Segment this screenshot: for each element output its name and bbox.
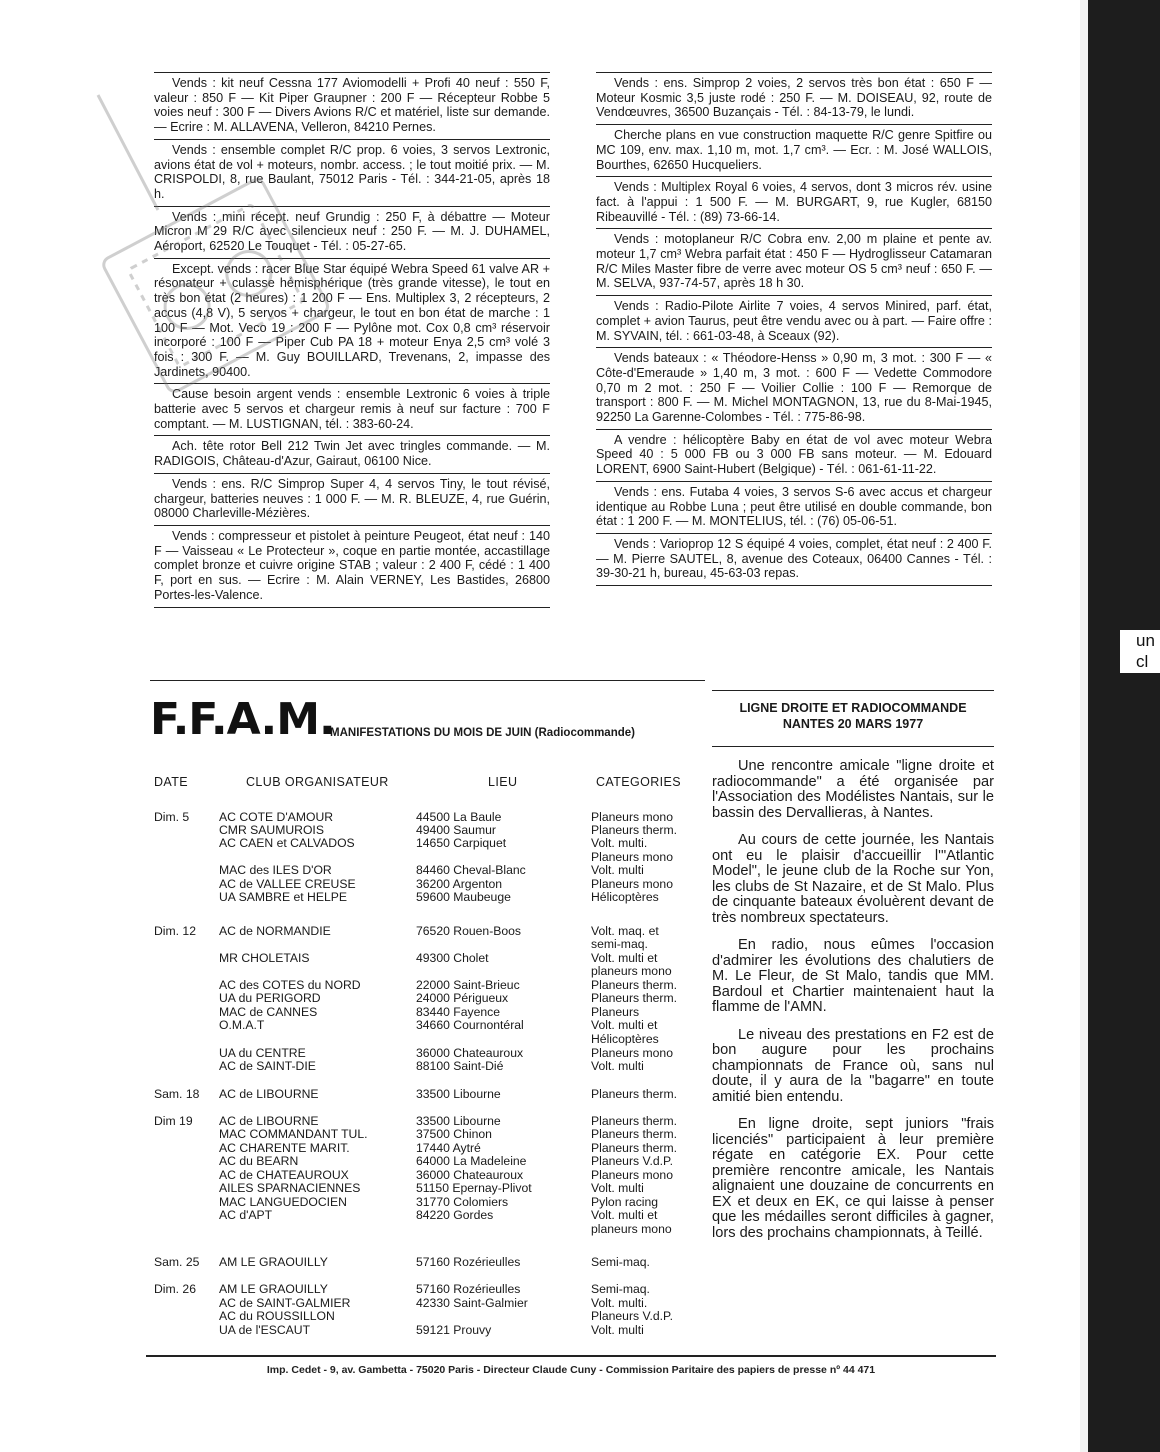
event-place: 14650 Carpiquet <box>416 836 507 850</box>
event-category: Planeurs mono <box>591 810 673 824</box>
event-category: Volt. multi <box>591 863 644 877</box>
event-category: Volt. maq. et <box>591 924 659 938</box>
event-place: 84220 Gordes <box>416 1208 494 1222</box>
classified-ad-text: Vends : motoplaneur R/C Cobra env. 2,00 m plaine et pente av. moteur 1,7 cm³ Webra parfait état : 450 F — Hydroglisseur Catamaran R/C Miles Master fibre de verre avec moteur OS 5 cm³ neuf : 650 F. — M. SELVA, 937-74-57, après 18 h 30. <box>596 232 992 291</box>
event-place: 34660 Cournontéral <box>416 1018 524 1032</box>
classified-ad <box>154 140 550 207</box>
event-category: Planeurs mono <box>591 877 673 891</box>
event-category: Volt. multi. <box>591 1296 648 1310</box>
event-club: AC de CHATEAUROUX <box>219 1168 349 1182</box>
event-place: 59600 Maubeuge <box>416 890 511 904</box>
classified-ad-text: Vends : Radio-Pilote Airlite 7 voies, 4 servos Minired, parf. état, complet + avion Taurus, peut être vendu avec ou à part. — Faire offre : M. SYVAIN, tél. : 661-03-48, à Sceaux (92). <box>596 299 992 343</box>
event-club: AC de VALLEE CREUSE <box>219 877 356 891</box>
article-title <box>712 690 994 747</box>
event-place: 57160 Rozérieulles <box>416 1282 521 1296</box>
classified-ad <box>154 207 550 259</box>
event-category: Planeurs V.d.P. <box>591 1154 673 1168</box>
column-header-categories: CATEGORIES <box>596 775 682 789</box>
classified-ad-text: Vends : compresseur et pistolet à peinture Peugeot, état neuf : 140 F — Vaisseau « Le Protecteur », coque en partie montée, accastillage complet bronze et cuivre origine STAB ; valeur : 2 400 F, cédé : 1 400 F, port en sus. — Ecrire : M. Alain VERNEY, Les Bastides, 26800 Portes-les-Valence. <box>154 528 550 602</box>
event-club: AC CAEN et CALVADOS <box>219 836 355 850</box>
imprint-footer: Imp. Cedet - 9, av. Gambetta - 75020 Paris - Directeur Claude Cuny - Commission Paritaire des papiers de presse nº 44 471 <box>266 1364 876 1376</box>
event-category: Planeurs mono <box>591 850 673 864</box>
classified-ads-right-column <box>596 72 992 586</box>
ffam-logo: F.F.A.M. <box>150 694 335 745</box>
classified-ad <box>596 430 992 482</box>
event-place: 33500 Libourne <box>416 1114 501 1128</box>
event-category: Planeurs therm. <box>591 991 678 1005</box>
classified-ad-text: Vends : ens. R/C Simprop Super 4, 4 servos Tiny, le tout révisé, chargeur, batteries neuves : 1 000 F. — M. R. BLEUZE, 4, rue Guérin, 08000 Charleville-Mézières. <box>154 476 550 521</box>
event-place: 76520 Rouen-Boos <box>416 924 522 938</box>
event-club: AC de NORMANDIE <box>219 924 331 938</box>
event-club: AC de SAINT-DIE <box>219 1059 316 1073</box>
event-category: semi-maq. <box>591 937 648 951</box>
article-title-line: LIGNE DROITE ET RADIOCOMMANDE <box>739 701 967 715</box>
event-place: 36200 Argenton <box>416 877 503 891</box>
article-paragraph: En ligne droite, sept juniors "frais licenciés" participaient à leur première régate en catégorie EX. Pour cette première rencontre amicale, les Nantais alignaient une douzaine de concurrents en EX et deux en EK, ce qui laisse à penser que les médailles seront difficiles à gagner, lors des prochains championnats, à Teillé. <box>712 1116 994 1241</box>
classified-ad <box>596 296 992 348</box>
event-category: Volt. multi et <box>591 1018 658 1032</box>
classified-ad <box>154 526 550 608</box>
classified-ad <box>596 534 992 586</box>
event-place: 36000 Chateauroux <box>416 1168 524 1182</box>
event-club: AM LE GRAOUILLY <box>219 1255 328 1269</box>
section-divider <box>150 680 705 681</box>
classified-ad <box>596 229 992 296</box>
classified-ad-text: Vends : mini récept. neuf Grundig : 250 F, à débattre — Moteur Micron M 29 R/C avec silencieux neuf : 250 F. — M. J. DUHAMEL, Aéroport, 62520 Le Touquet - Tél. : 05-27-65. <box>154 209 550 254</box>
event-category: Volt. multi et <box>591 951 658 965</box>
event-category: planeurs mono <box>591 1222 672 1236</box>
event-category: Hélicoptères <box>591 1032 659 1046</box>
event-club: AC de LIBOURNE <box>219 1114 319 1128</box>
event-place: 57160 Rozérieulles <box>416 1255 521 1269</box>
event-place: 22000 Saint-Brieuc <box>416 978 520 992</box>
next-page-text-fragment: un <box>1120 630 1160 652</box>
event-place: 17440 Aytré <box>416 1141 481 1155</box>
event-date: Dim. 12 <box>154 924 196 938</box>
classified-ads-left-column <box>154 72 550 608</box>
event-category: Semi-maq. <box>591 1282 650 1296</box>
classified-ad-text: Except. vends : racer Blue Star équipé Webra Speed 61 valve AR + résonateur + culasse hémisphérique (très grande vitesse), le tout en très bon état (2 heures) : 1 200 F — Ens. Multiplex 3, 2 récepteurs, 2 accus (4,8 V), 5 servos + chargeur, le tout en bon état de marche : 1 100 F — Mot. Veco 19 : 200 F — Pylône mot. Cox 0,8 cm³ réservoir incorporé : 100 F — Piper Cub PA 18 + moteur Enya 2,5 cm³ volé 3 fois : 300 F. — M. Guy BOUILLARD, Trevenans, 2, impasse des Jardinets, 90400. <box>154 261 550 379</box>
classified-ad-text: Cherche plans en vue construction maquette R/C genre Spitfire ou MC 109, env. max. 1,10 m, mot. 1,7 cm³. — Ecr. : M. José WALLOIS, Bourthes, 62650 Hucqueliers. <box>596 128 992 172</box>
column-header-club: CLUB ORGANISATEUR <box>246 775 389 789</box>
event-place: 88100 Saint-Dié <box>416 1059 504 1073</box>
event-category: Planeurs mono <box>591 1168 673 1182</box>
event-category: Planeurs therm. <box>591 1087 678 1101</box>
event-category: Volt. multi <box>591 1181 644 1195</box>
article-paragraph: Au cours de cette journée, les Nantais ont eu le plaisir d'accueillir l'"Atlantic Model", le jeune club de la Roche sur Yon, les clubs de St Nazaire, et de St Malo. Plus de cinquante bateaux évoluèrent devant de très nombreux spectateurs. <box>712 832 994 926</box>
event-club: AC d'APT <box>219 1208 273 1222</box>
event-club: MAC de CANNES <box>219 1005 318 1019</box>
event-club: MAC COMMANDANT TUL. <box>219 1127 368 1141</box>
event-category: Planeurs <box>591 1005 640 1019</box>
event-category: Planeurs therm. <box>591 1114 678 1128</box>
next-page-text-fragment: cl <box>1120 651 1160 673</box>
event-club: CMR SAUMUROIS <box>219 823 324 837</box>
event-category: Planeurs therm. <box>591 1141 678 1155</box>
event-date: Dim 19 <box>154 1114 193 1128</box>
event-place: 49400 Saumur <box>416 823 496 837</box>
event-club: AC CHARENTE MARIT. <box>219 1141 350 1155</box>
event-place: 59121 Prouvy <box>416 1323 492 1337</box>
event-place: 51150 Epernay-Plivot <box>416 1181 532 1195</box>
event-category: Planeurs V.d.P. <box>591 1309 673 1323</box>
event-date: Dim. 5 <box>154 810 190 824</box>
footer-divider <box>146 1355 996 1357</box>
classified-ad-text: Cause besoin argent vends : ensemble Lextronic 6 voies à triple batterie avec 5 servos et chargeur remis à neuf sur facture : 700 F comptant. — M. LUSTIGNAN, tél. : 383-60-24. <box>154 387 550 431</box>
classified-ad <box>154 72 550 140</box>
event-club: AC des COTES du NORD <box>219 978 361 992</box>
event-place: 24000 Périgueux <box>416 991 509 1005</box>
event-club: AILES SPARNACIENNES <box>219 1181 361 1195</box>
classified-ad <box>596 125 992 177</box>
event-place: 49300 Cholet <box>416 951 489 965</box>
classified-ad <box>154 436 550 473</box>
event-date: Dim. 26 <box>154 1282 196 1296</box>
classified-ad <box>596 177 992 229</box>
event-category: Pylon racing <box>591 1195 659 1209</box>
event-date: Sam. 25 <box>154 1255 200 1269</box>
classified-ad <box>596 72 992 125</box>
event-club: UA du PERIGORD <box>219 991 321 1005</box>
next-page-edge <box>1088 0 1160 1452</box>
event-category: Volt. multi. <box>591 836 648 850</box>
event-category: Planeurs therm. <box>591 1127 678 1141</box>
classified-ad <box>154 384 550 436</box>
event-place: 44500 La Baule <box>416 810 502 824</box>
event-club: AC de SAINT-GALMIER <box>219 1296 351 1310</box>
event-place: 36000 Chateauroux <box>416 1046 524 1060</box>
event-place: 31770 Colomiers <box>416 1195 509 1209</box>
event-club: AC du BEARN <box>219 1154 299 1168</box>
event-category: Volt. multi <box>591 1059 644 1073</box>
event-club: AM LE GRAOUILLY <box>219 1282 328 1296</box>
classified-ad-text: Vends bateaux : « Théodore-Henss » 0,90 m, 3 mot. : 300 F — « Côte-d'Emeraude » 1,40 m, 3 mot. : 600 F — Vedette Commodore 0,70 m 2 mot. : 250 F — Voilier Collie : 100 F — Remorque de transport : 800 F. — M. Michel MONTAGNON, 13, rue du 8-Mai-1945, 92250 La Garenne-Colombes - Tél. : 775-86-98. <box>596 351 992 425</box>
event-club: UA du CENTRE <box>219 1046 306 1060</box>
event-place: 83440 Fayence <box>416 1005 501 1019</box>
classified-ad-text: Vends : Varioprop 12 S équipé 4 voies, complet, état neuf : 2 400 F. — M. Pierre SAUTEL, 8, avenue des Coteaux, 06400 Cannes - Tél. : 39-30-21 h, bureau, 45-63-03 repas. <box>596 536 992 581</box>
classified-ad <box>596 482 992 534</box>
article-paragraph: Une rencontre amicale "ligne droite et radiocommande" a été organisée par l'Association des Modélistes Nantais, sur le bassin des Dervallieras, à Nantes. <box>712 758 994 821</box>
event-category: Planeurs therm. <box>591 978 678 992</box>
event-category: Planeurs therm. <box>591 823 678 837</box>
article-paragraph: Le niveau des prestations en F2 est de bon augure pour les prochains championnats de France où, sans nul doute, il y aura de la "bagarre" en toute amitié bien entendu. <box>712 1026 994 1105</box>
classified-ad <box>154 474 550 526</box>
event-place: 84460 Cheval-Blanc <box>416 863 526 877</box>
event-date: Sam. 18 <box>154 1087 200 1101</box>
article-sidebar <box>712 690 994 1241</box>
column-header-lieu: LIEU <box>488 775 518 789</box>
classified-ad-text: Vends : kit neuf Cessna 177 Aviomodelli + Profi 40 neuf : 550 F, valeur : 850 F — Kit Piper Graupner : 200 F — Récepteur Robbe 5 voies neuf : 300 F — Divers Avions R/C et matériel, liste sur demande. — Ecrire : M. ALLAVENA, Velleron, 84210 Pernes. <box>154 76 550 135</box>
ffam-subtitle: MANIFESTATIONS DU MOIS DE JUIN (Radiocommande) <box>330 727 635 739</box>
event-category: Hélicoptères <box>591 890 659 904</box>
event-club: AC du ROUSSILLON <box>219 1309 335 1323</box>
event-place: 33500 Libourne <box>416 1087 501 1101</box>
event-club: UA de l'ESCAUT <box>219 1323 311 1337</box>
event-place: 64000 La Madeleine <box>416 1154 527 1168</box>
classified-ad-text: Ach. tête rotor Bell 212 Twin Jet avec tringles commande. — M. RADIGOIS, Château-d'Azur, Gairaut, 06100 Nice. <box>154 439 550 469</box>
classified-ad <box>596 348 992 430</box>
event-category: Semi-maq. <box>591 1255 650 1269</box>
event-club: UA SAMBRE et HELPE <box>219 890 348 904</box>
event-club: MAC LANGUEDOCIEN <box>219 1195 347 1209</box>
event-club: MR CHOLETAIS <box>219 951 310 965</box>
event-category: Planeurs mono <box>591 1046 673 1060</box>
event-place: 37500 Chinon <box>416 1127 492 1141</box>
classified-ad-text: Vends : ensemble complet R/C prop. 6 voies, 3 servos Lextronic, avions état de vol + moteurs, nombr. access. ; le tout moitié prix. — M. CRISPOLDI, 8, rue Baulant, 75012 Paris - Tél. : 344-21-05, après 18 h. <box>154 142 550 201</box>
event-club: AC de LIBOURNE <box>219 1087 319 1101</box>
classified-ad-text: Vends : ens. Futaba 4 voies, 3 servos S-6 avec accus et chargeur identique au Robbe Luna ; peut être utilisé en double commande, bon état : 1 200 F. — M. MONTELIUS, tél. : (76) 05-06-51. <box>596 484 992 529</box>
column-header-date: DATE <box>154 775 189 789</box>
event-category: Volt. multi <box>591 1323 644 1337</box>
classified-ad-text: Vends : ens. Simprop 2 voies, 2 servos très bon état : 650 F — Moteur Kosmic 3,5 juste rodé : 250 F. — M. DOISEAU, 92, route de Vendœuvres, 36500 Buzançais - Tél. : 84-13-79, le lundi. <box>596 76 992 120</box>
classified-ad-text: Vends : Multiplex Royal 6 voies, 4 servos, dont 3 micros rév. usine fact. à l'appui : 1 500 F. — M. BURGART, 9, rue Kugler, 68150 Ribeauvillé - Tél. : (89) 73-66-14. <box>596 180 992 224</box>
classified-ad-text: A vendre : hélicoptère Baby en état de vol avec moteur Webra Speed 40 : 5 000 FB ou 3 000 FB sans moteur. — M. Edouard LORENT, 6900 Saint-Hubert (Belgique) - Tél. : 061-61-11-22. <box>596 432 992 477</box>
event-category: Volt. multi et <box>591 1208 658 1222</box>
event-place: 42330 Saint-Galmier <box>416 1296 528 1310</box>
classified-ad <box>154 259 550 385</box>
event-club: MAC des ILES D'OR <box>219 863 332 877</box>
article-title-line: NANTES 20 MARS 1977 <box>782 717 924 731</box>
event-club: O.M.A.T <box>219 1018 265 1032</box>
event-category: planeurs mono <box>591 964 672 978</box>
article-paragraph: En radio, nous eûmes l'occasion d'admirer les évolutions des chalutiers de M. Le Fleur, de St Malo, tandis que MM. Bardoul et Chartier maintenaient haut la flamme de l'AMN. <box>712 937 994 1015</box>
event-club: AC COTE D'AMOUR <box>219 810 334 824</box>
